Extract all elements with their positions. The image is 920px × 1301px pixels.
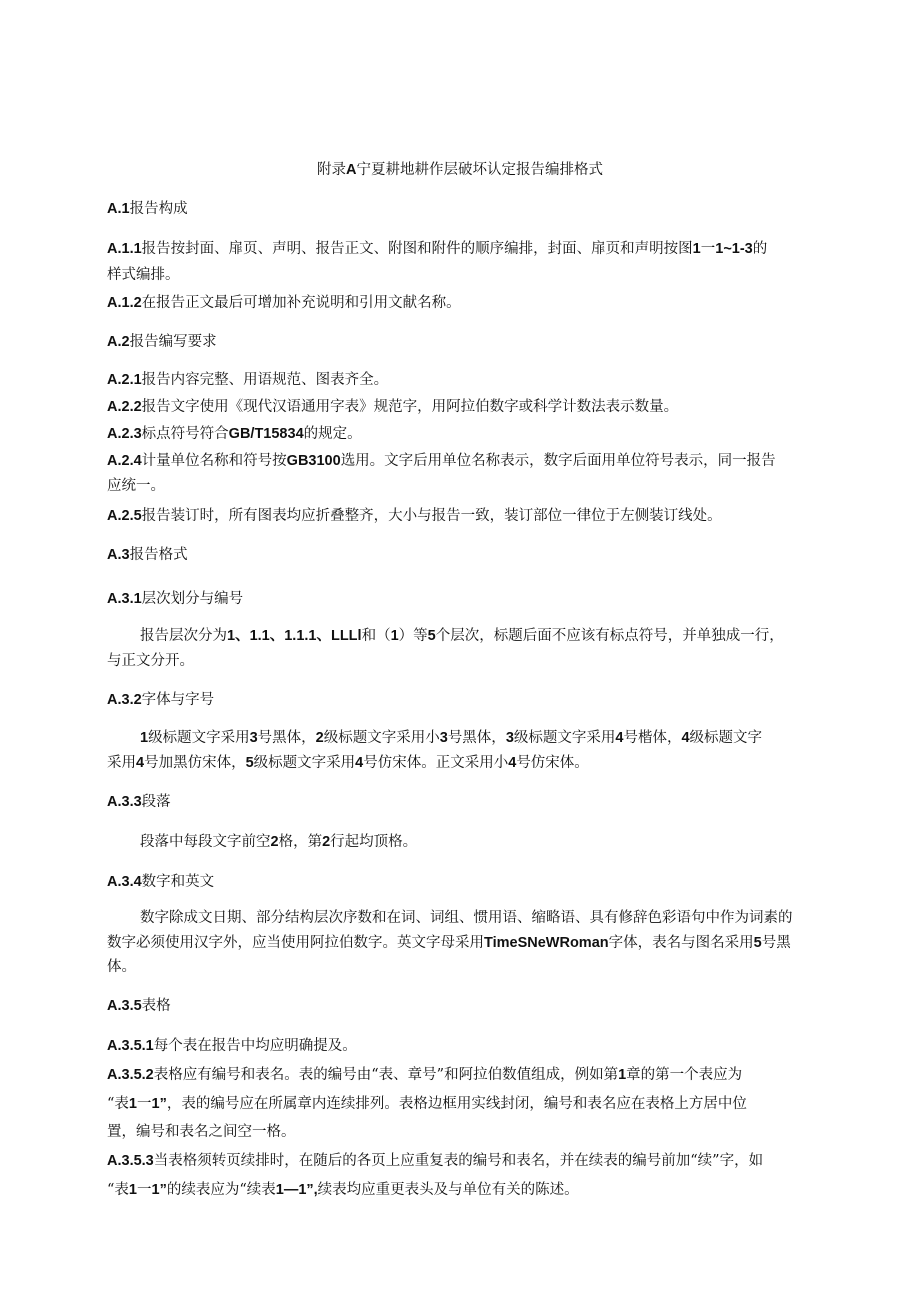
font-name: TimeSNeWRoman: [484, 935, 609, 951]
para-a3-2-line2: [107, 753, 835, 774]
heading-a1: [107, 199, 835, 220]
para-number: 4: [136, 755, 145, 771]
heading-a3-3: [107, 792, 835, 813]
clause-text: 一: [700, 241, 716, 257]
para-text: 号黑体，: [447, 730, 506, 746]
clause-number-inline: 1”: [151, 1182, 167, 1198]
clause-text: 当表格须转页续排时，在随后的各页上应重复表的编号和表名，并在续表的编号前加“续”字，如: [153, 1153, 764, 1169]
clause-text: 选用。文字后用单位名称表示，数字后面用单位符号表示，同一报告: [340, 453, 776, 469]
para-text: 级标题文字采用: [253, 755, 356, 771]
clause-text: “表: [107, 1096, 129, 1112]
standard-code: GB3100: [286, 453, 341, 469]
clause-number: A.3.5.1: [107, 1038, 154, 1054]
para-number: 3: [505, 730, 514, 746]
para-a3-4-line1: [140, 908, 835, 929]
para-a3-4-line3: [107, 957, 835, 978]
clause-number-inline: 1—1”,: [275, 1182, 318, 1198]
para-text: 数字必须使用汉字外，应当使用阿拉伯数字。英文字母采用: [107, 935, 484, 951]
para-a3-4-line2: [107, 933, 835, 954]
para-text: 级标题文字采用小: [323, 730, 440, 746]
level-numbers: 1、1.1、1.1.1、LLLl: [227, 628, 362, 644]
clause-text: 计量单位名称和符号按: [141, 453, 287, 469]
clause-a3-5-2-line3: [107, 1122, 835, 1143]
clause-text: 表格应有编号和表名。表的编号由“表、章号”和阿拉伯数值组成，例如第: [153, 1067, 619, 1083]
para-number: 4: [508, 755, 517, 771]
clause-text: 报告按封面、扉页、声明、报告正文、附图和附件的顺序编排，封面、扉页和声明按图: [141, 241, 693, 257]
para-a3-1-line2: [107, 651, 835, 672]
heading-a2: [107, 332, 835, 353]
para-number: 5: [427, 628, 436, 644]
clause-number: A.2.3: [107, 426, 142, 442]
clause-a2-5: [107, 506, 835, 527]
clause-text: 应统一。: [107, 478, 165, 494]
clause-text: 在报告正文最后可增加补充说明和引用文献名称。: [141, 295, 461, 311]
para-text: ）等: [398, 628, 428, 644]
clause-text: 每个表在报告中均应明确提及。: [153, 1038, 357, 1054]
para-text: 数字除成文日期、部分结构层次序数和在词、词组、惯用语、缩略语、具有修辞色彩语句中作为词素的: [140, 910, 793, 926]
clause-title: 表格: [141, 998, 171, 1014]
clause-a2-3: [107, 424, 835, 445]
para-text: 级标题文字采用: [513, 730, 616, 746]
clause-text: ，表的编号应在所属章内连续排列。表格边框用实线封闭，编号和表名应在表格上方居中位: [166, 1096, 747, 1112]
clause-title: 层次划分与编号: [141, 591, 244, 607]
clause-a3-5-1: [107, 1036, 835, 1057]
clause-number-inline: 1: [692, 241, 701, 257]
heading-a3-1: [107, 589, 835, 610]
clause-text: 一: [137, 1182, 152, 1198]
clause-number: A.3.5.3: [107, 1153, 154, 1169]
appendix-title-letter: A: [346, 162, 357, 178]
para-number: 5: [753, 935, 762, 951]
para-text: 体。: [107, 959, 136, 975]
clause-number: A.3.3: [107, 794, 142, 810]
section-title: 报告格式: [129, 547, 188, 563]
para-text: 号仿宋体。: [516, 755, 589, 771]
clause-a3-5-3-line1: [107, 1151, 835, 1172]
appendix-title-prefix: 附录: [317, 162, 346, 178]
para-text: 号仿宋体。正文采用小: [363, 755, 509, 771]
para-number: 3: [249, 730, 258, 746]
para-number: 3: [439, 730, 448, 746]
para-text: 采用: [107, 755, 136, 771]
appendix-title: [0, 160, 920, 181]
section-number: A.2: [107, 334, 130, 350]
clause-text: 续表均应重更表头及与单位有关的陈述。: [317, 1182, 579, 1198]
clause-number-inline: 1”: [151, 1096, 167, 1112]
para-text: 号加黑仿宋体，: [144, 755, 246, 771]
section-title: 报告构成: [129, 201, 188, 217]
para-text: 行起均顶格。: [330, 834, 418, 850]
clause-text: 的续表应为“续表: [166, 1182, 276, 1198]
clause-number: A.3.5.2: [107, 1067, 154, 1083]
clause-a2-4-line1: [107, 451, 835, 472]
clause-a1-1-line2: [107, 265, 835, 286]
clause-text: “表: [107, 1182, 129, 1198]
para-number: 4: [615, 730, 624, 746]
clause-number: A.2.4: [107, 453, 142, 469]
clause-text: 置，编号和表名之间空一格。: [107, 1124, 296, 1140]
clause-a1-2: [107, 293, 835, 314]
clause-number-inline: 1: [128, 1182, 137, 1198]
clause-a3-5-2-line1: [107, 1065, 835, 1086]
clause-a3-5-3-line2: [107, 1180, 835, 1201]
section-number: A.1: [107, 201, 130, 217]
para-text: 报告层次分为: [140, 628, 227, 644]
para-text: 和（: [361, 628, 391, 644]
clause-text: 章的第一个表应为: [626, 1067, 743, 1083]
clause-number: A.2.2: [107, 399, 142, 415]
clause-text: 样式编排。: [107, 267, 180, 283]
para-number: 4: [355, 755, 364, 771]
clause-number: A.3.2: [107, 692, 142, 708]
clause-number-inline: 1: [618, 1067, 627, 1083]
clause-a2-4-line2: [107, 476, 835, 497]
para-text: 级标题文字采用: [148, 730, 250, 746]
para-text: 格，第: [278, 834, 323, 850]
para-text: 号黑: [761, 935, 791, 951]
clause-number: A.3.5: [107, 998, 142, 1014]
heading-a3-2: [107, 690, 835, 711]
section-number: A.3: [107, 547, 130, 563]
para-number: 2: [322, 834, 331, 850]
para-text: 段落中每段文字前空: [140, 834, 271, 850]
clause-number: A.3.4: [107, 874, 142, 890]
heading-a3-4: [107, 872, 835, 893]
clause-text: 一: [137, 1096, 152, 1112]
clause-text: 的规定。: [303, 426, 362, 442]
clause-a2-1: [107, 370, 835, 391]
clause-number: A.2.5: [107, 508, 142, 524]
clause-a2-2: [107, 397, 835, 418]
section-title: 报告编写要求: [129, 334, 217, 350]
clause-a1-1-line1: [107, 239, 835, 260]
clause-title: 字体与字号: [141, 692, 215, 708]
clause-text: 报告装订时，所有图表均应折叠整齐，大小与报告一致，装订部位一律位于左侧装订线处。: [141, 508, 722, 524]
para-a3-1-line1: [140, 626, 835, 647]
clause-text: 标点符号符合: [141, 426, 229, 442]
clause-text: 报告文字使用《现代汉语通用字表》规范字，用阿拉伯数字或科学计数法表示数量。: [141, 399, 679, 415]
para-text: 号楷体，: [623, 730, 682, 746]
clause-number: A.1.1: [107, 241, 142, 257]
clause-a3-5-2-line2: [107, 1094, 835, 1115]
clause-text: 的: [752, 241, 768, 257]
standard-code: GB/T15834: [228, 426, 304, 442]
clause-number-inline: 1~1-3: [715, 241, 753, 257]
clause-text: 报告内容完整、用语规范、图表齐全。: [141, 372, 389, 388]
para-number: 5: [245, 755, 254, 771]
para-text: 号黑体，: [257, 730, 316, 746]
para-a3-2-line1: [140, 728, 835, 749]
para-number: 1: [390, 628, 399, 644]
clause-number: A.2.1: [107, 372, 142, 388]
clause-title: 段落: [141, 794, 171, 810]
para-text: 级标题文字: [689, 730, 763, 746]
clause-number-inline: 1: [128, 1096, 137, 1112]
para-number: 4: [681, 730, 690, 746]
para-a3-3: [140, 832, 835, 853]
heading-a3: [107, 545, 835, 566]
para-text: 字体，表名与图名采用: [608, 935, 754, 951]
appendix-title-text: 宁夏耕地耕作层破坏认定报告编排格式: [356, 162, 603, 178]
clause-number: A.1.2: [107, 295, 142, 311]
para-number: 2: [315, 730, 324, 746]
para-text: 个层次，标题后面不应该有标点符号，并单独成一行，: [435, 628, 784, 644]
para-number: 2: [270, 834, 279, 850]
clause-number: A.3.1: [107, 591, 142, 607]
heading-a3-5: [107, 996, 835, 1017]
clause-title: 数字和英文: [141, 874, 215, 890]
para-text: 与正文分开。: [107, 653, 194, 669]
para-number: 1: [140, 730, 149, 746]
